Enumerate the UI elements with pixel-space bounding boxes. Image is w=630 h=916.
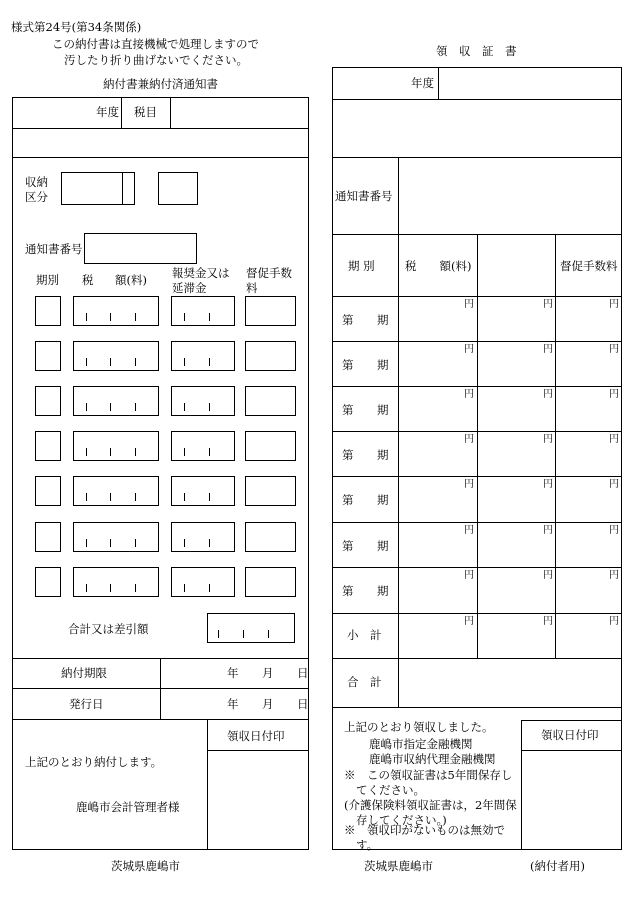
period-dai-label: 第 [342, 584, 354, 598]
digit-mark [209, 493, 210, 501]
period-ki-label: 期 [377, 313, 389, 327]
received-statement: 上記のとおり領収しました。 [344, 720, 494, 734]
digit-mark [184, 584, 185, 592]
note-retention-2: てください。 [356, 783, 425, 797]
yen-unit: 円 [609, 299, 619, 310]
divider [170, 97, 171, 128]
right-notice-number-label: 通知書番号 [335, 189, 393, 203]
left-col-hoshokin-1: 報奨金又は [172, 266, 230, 280]
divider [332, 386, 622, 387]
machine-note-line-2: 汚したり折り曲げないでください。 [64, 53, 248, 67]
right-footer: 茨城県鹿嶋市 [364, 859, 433, 873]
period-dai-label: 第 [342, 448, 354, 462]
digit-mark [86, 358, 87, 366]
note-invalid-1: ※ 領収印がないものは無効で [344, 823, 505, 837]
left-col-kibetsu: 期別 [36, 273, 59, 287]
shuno-kubun-label-2: 区分 [25, 190, 48, 204]
yen-unit: 円 [464, 389, 474, 400]
divider [332, 157, 622, 158]
digit-mark [218, 630, 219, 638]
divider [521, 720, 622, 721]
hoshokin-box[interactable] [171, 431, 235, 461]
yen-unit: 円 [543, 434, 553, 445]
yen-unit: 円 [609, 434, 619, 445]
digit-mark [135, 403, 136, 411]
digit-mark [110, 493, 111, 501]
copy-label: (納付者用) [530, 859, 585, 873]
note-invalid-2: す。 [356, 838, 379, 852]
hoshokin-box[interactable] [171, 296, 235, 326]
left-notice-number-box[interactable] [84, 233, 197, 264]
tokusoku-box[interactable] [245, 476, 296, 506]
period-ki-label: 期 [377, 539, 389, 553]
left-zeimoku-label: 税目 [134, 105, 157, 119]
bank-agent: 鹿嶋市収納代理金融機関 [369, 752, 496, 766]
yen-unit: 円 [464, 344, 474, 355]
kibetsu-box[interactable] [35, 522, 61, 552]
digit-mark [86, 584, 87, 592]
yen-unit: 円 [543, 570, 553, 581]
tokusoku-box[interactable] [245, 296, 296, 326]
digit-mark [110, 448, 111, 456]
yen-unit: 円 [543, 344, 553, 355]
divider [332, 476, 622, 477]
issue-date-label: 発行日 [69, 697, 104, 711]
tokusoku-box[interactable] [245, 341, 296, 371]
right-col-tokusoku: 督促手数料 [560, 259, 618, 273]
digit-mark [110, 358, 111, 366]
hoshokin-box[interactable] [171, 386, 235, 416]
yen-unit: 円 [609, 570, 619, 581]
divider [332, 613, 622, 614]
yen-unit: 円 [464, 479, 474, 490]
yen-unit: 円 [609, 616, 619, 627]
yen-unit: 円 [464, 616, 474, 627]
divider [160, 658, 161, 719]
deadline-label: 納付期限 [61, 666, 107, 680]
zeigaku-box[interactable] [73, 386, 159, 416]
digit-mark [135, 313, 136, 321]
tokusoku-box[interactable] [245, 386, 296, 416]
note-kaigo-1: (介護保険料領収証書は，2年間保 [344, 798, 517, 812]
yen-unit: 円 [464, 434, 474, 445]
kibetsu-box[interactable] [35, 431, 61, 461]
divider [121, 97, 122, 128]
zeigaku-box[interactable] [73, 567, 159, 597]
yen-unit: 円 [609, 525, 619, 536]
pay-statement: 上記のとおり納付します。 [25, 755, 163, 769]
addressee: 鹿嶋市会計管理者様 [76, 800, 180, 814]
divider [332, 522, 622, 523]
period-ki-label: 期 [377, 448, 389, 462]
digit-mark [86, 313, 87, 321]
divider [332, 341, 622, 342]
tokusoku-box[interactable] [245, 522, 296, 552]
left-col-tokusoku-2: 料 [246, 281, 258, 295]
digit-mark [209, 539, 210, 547]
left-receipt-stamp-area [208, 751, 308, 849]
zeigaku-box[interactable] [73, 341, 159, 371]
digit-mark [243, 630, 244, 638]
digit-mark [110, 403, 111, 411]
digit-mark [135, 358, 136, 366]
digit-mark [184, 539, 185, 547]
digit-mark [184, 493, 185, 501]
yen-unit: 円 [543, 299, 553, 310]
period-ki-label: 期 [377, 584, 389, 598]
kibetsu-box[interactable] [35, 341, 61, 371]
left-notice-number-label: 通知書番号 [25, 242, 83, 256]
zeigaku-box[interactable] [73, 431, 159, 461]
divider [438, 67, 439, 99]
bank-designated: 鹿嶋市指定金融機関 [369, 737, 473, 751]
digit-mark [135, 584, 136, 592]
yen-unit: 円 [609, 344, 619, 355]
left-receipt-date-stamp-label: 領収日付印 [227, 729, 285, 743]
yen-unit: 円 [543, 479, 553, 490]
left-footer: 茨城県鹿嶋市 [111, 859, 180, 873]
left-col-zei: 税 [82, 273, 94, 287]
divider [122, 172, 123, 205]
digit-mark [209, 584, 210, 592]
hoshokin-box[interactable] [171, 476, 235, 506]
digit-mark [86, 493, 87, 501]
divider [521, 720, 522, 850]
period-dai-label: 第 [342, 358, 354, 372]
total-label: 合 計 [347, 675, 382, 689]
divider [12, 719, 309, 720]
digit-mark [268, 630, 269, 638]
period-dai-label: 第 [342, 493, 354, 507]
issue-nen: 年 [227, 697, 239, 711]
digit-mark [184, 403, 185, 411]
form-number: 様式第24号(第34条関係) [11, 20, 142, 34]
period-dai-label: 第 [342, 403, 354, 417]
kibetsu-box[interactable] [35, 386, 61, 416]
left-total-box[interactable] [207, 613, 295, 643]
digit-mark [209, 313, 210, 321]
divider [332, 99, 622, 100]
digit-mark [135, 448, 136, 456]
divider [398, 157, 399, 707]
right-col-kibetsu: 期 別 [348, 259, 375, 273]
hoshokin-box[interactable] [171, 341, 235, 371]
digit-mark [209, 358, 210, 366]
divider [477, 234, 478, 659]
issue-hi: 日 [297, 697, 309, 711]
divider [332, 567, 622, 568]
right-form-title: 領 収 証 書 [436, 44, 517, 58]
hoshokin-box[interactable] [171, 567, 235, 597]
period-ki-label: 期 [377, 358, 389, 372]
kibetsu-box[interactable] [35, 567, 61, 597]
deadline-tsuki: 月 [262, 666, 274, 680]
yen-unit: 円 [609, 389, 619, 400]
left-total-label: 合計又は差引額 [68, 622, 149, 636]
subtotal-label: 小 計 [347, 628, 382, 642]
divider [332, 431, 622, 432]
divider [12, 128, 309, 129]
tokusoku-box[interactable] [245, 431, 296, 461]
yen-unit: 円 [543, 389, 553, 400]
yen-unit: 円 [464, 299, 474, 310]
kibetsu-box[interactable] [35, 296, 61, 326]
yen-unit: 円 [609, 479, 619, 490]
yen-unit: 円 [464, 525, 474, 536]
divider [12, 157, 309, 158]
divider [555, 234, 556, 659]
digit-mark [86, 403, 87, 411]
left-col-gaku: 額(料) [115, 273, 147, 287]
yen-unit: 円 [464, 570, 474, 581]
divider [332, 658, 622, 659]
kibetsu-box[interactable] [35, 476, 61, 506]
deadline-nen: 年 [227, 666, 239, 680]
left-form-title: 納付書兼納付済通知書 [103, 77, 218, 91]
divider [332, 707, 622, 708]
tokusoku-box[interactable] [245, 567, 296, 597]
issue-tsuki: 月 [262, 697, 274, 711]
left-col-hoshokin-2: 延滞金 [172, 281, 207, 295]
period-ki-label: 期 [377, 403, 389, 417]
digit-mark [110, 313, 111, 321]
digit-mark [110, 539, 111, 547]
digit-mark [184, 313, 185, 321]
left-col-tokusoku-1: 督促手数 [246, 266, 292, 280]
digit-mark [110, 584, 111, 592]
digit-mark [209, 448, 210, 456]
yen-unit: 円 [543, 616, 553, 627]
deadline-hi: 日 [297, 666, 309, 680]
digit-mark [184, 448, 185, 456]
digit-mark [135, 493, 136, 501]
note-kaigo-2: 存してください。) [356, 813, 447, 827]
period-dai-label: 第 [342, 313, 354, 327]
digit-mark [184, 358, 185, 366]
shuno-kubun-label-1: 収納 [25, 175, 48, 189]
hoshokin-box[interactable] [171, 522, 235, 552]
digit-mark [86, 539, 87, 547]
period-dai-label: 第 [342, 539, 354, 553]
right-nendo-label: 年度 [411, 76, 434, 90]
digit-mark [135, 539, 136, 547]
shuno-kubun-box-2[interactable] [158, 172, 198, 205]
digit-mark [209, 403, 210, 411]
zeigaku-box[interactable] [73, 476, 159, 506]
digit-mark [86, 448, 87, 456]
shuno-kubun-box[interactable] [61, 172, 135, 205]
divider [521, 750, 622, 751]
right-col-zeigaku: 税 額(料) [405, 259, 472, 273]
yen-unit: 円 [543, 525, 553, 536]
zeigaku-box[interactable] [73, 296, 159, 326]
left-nendo-label: 年度 [96, 105, 119, 119]
right-receipt-date-stamp-label: 領収日付印 [541, 728, 599, 742]
machine-note-line-1: この納付書は直接機械で処理しますので [52, 37, 259, 51]
period-ki-label: 期 [377, 493, 389, 507]
note-retention-1: ※ この領収証書は5年間保存し [344, 768, 513, 782]
zeigaku-box[interactable] [73, 522, 159, 552]
